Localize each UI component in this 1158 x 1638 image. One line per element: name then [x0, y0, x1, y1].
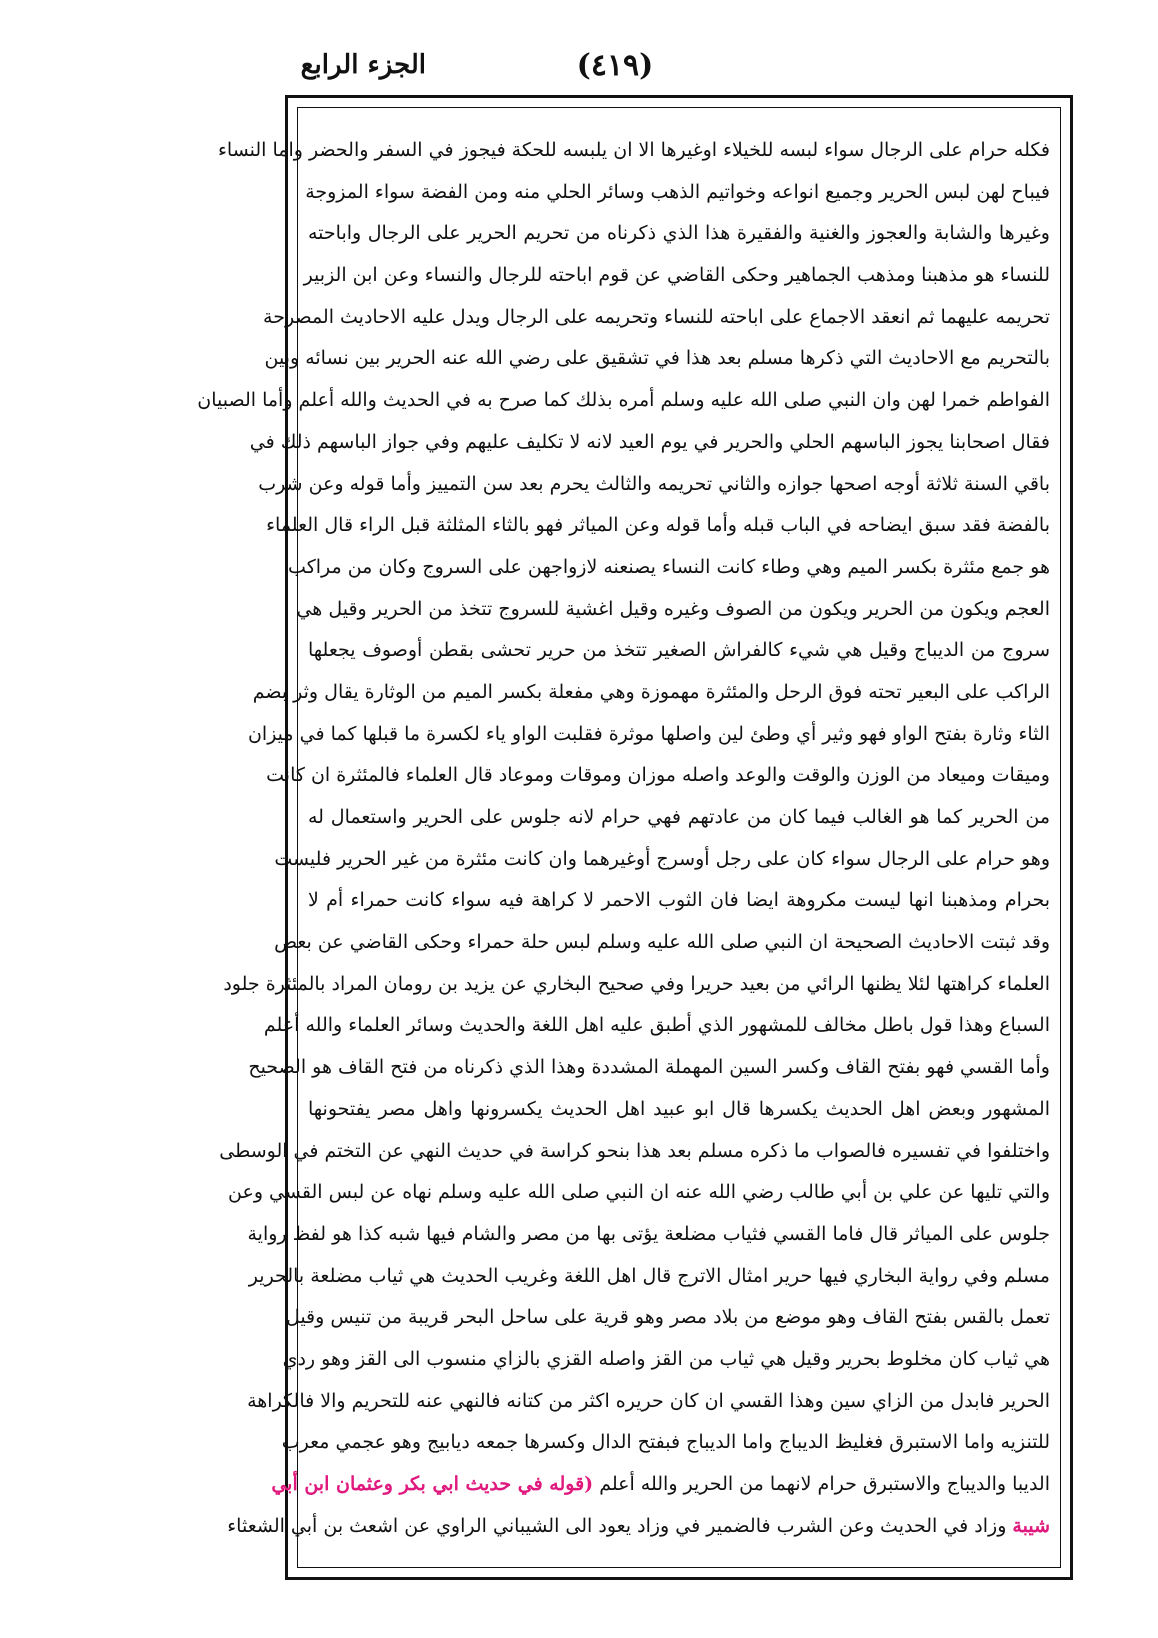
commentary-marker: (قوله في حديث ابي بكر وعثمان ابن أبي: [271, 1473, 594, 1495]
text-line: الثاء وثارة بفتح الواو فهو وثير أي وطئ لين واصلها موثرة فقلبت الواو ياء لكسرة ما قبلها كما في ميزان: [247, 722, 1050, 745]
text-line: المشهور وبعض اهل الحديث يكسرها قال ابو عبيد اهل الحديث يكسرونها واهل مصر يفتحونها: [308, 1097, 1050, 1120]
text-line: العلماء كراهتها لئلا يظنها الرائي من بعيد حريرا وفي صحيح البخاري عن يزيد بن رومان المراد بالمئثرة جلود: [223, 972, 1050, 995]
text-line: مسلم وفي رواية البخاري فيها حرير امثال الاترج قال اهل اللغة وغريب الحديث هي ثياب مضلعة بالحرير: [248, 1264, 1050, 1287]
text-line: هو جمع مئثرة بكسر الميم وهي وطاء كانت النساء يصنعنه لازواجهن على السروج وكان من مراكب: [288, 555, 1050, 578]
line-text: شيبة وزاد في الحديث وعن الشرب فالضمير في وزاد يعود الى الشيباني الراوي عن اشعث بن أبي الشعثاء: [227, 1514, 1050, 1537]
page-number: (٤١٩): [576, 48, 654, 83]
page-header: [0, 48, 1158, 98]
text-line: هي ثياب كان مخلوط بحرير وقيل هي ثياب من القز واصله القزي بالزاي منسوب الى القز وهو ردي: [282, 1347, 1050, 1370]
text-line: واختلفوا في تفسيره فالصواب ما ذكره مسلم بعد هذا بنحو كراسة في حديث النهي عن التختم في الوسطى: [219, 1139, 1050, 1162]
text-line: للتنزيه واما الاستبرق فغليظ الديباج واما الديباج فبفتح الدال وكسرها جمعه ديابيج وهو عجمي معرب: [281, 1431, 1050, 1454]
text-line: بالفضة فقد سبق ايضاحه في الباب قبله وأما قوله وعن المياثر فهو بالثاء المثلثة قبل الراء قال العلماء: [266, 514, 1050, 537]
text-line: العجم ويكون من الحرير ويكون من الصوف وغيره وقيل اغشية للسروج تتخذ من الحرير وقيل هي: [296, 597, 1050, 620]
text-line: باقي السنة ثلاثة أوجه اصحها جوازه والثاني تحريمه والثالث يحرم بعد سن التمييز وأما قوله وعن شرب: [258, 472, 1050, 495]
text-line-with-marker: [271, 1464, 1050, 1506]
text-line: فقال اصحابنا يجوز الباسهم الحلي والحرير في يوم العيد لانه لا تكليف عليهم وفي جواز الباسهم ذلك في: [249, 430, 1050, 453]
highlighted-word: شيبة: [1012, 1514, 1050, 1537]
text-line: جلوس على المياثر قال فاما القسي فثياب مضلعة يؤتى بها من مصر والشام فيها شبه كذا هو لفظ رواية: [247, 1222, 1050, 1245]
text-line: للنساء هو مذهبنا ومذهب الجماهير وحكى القاضي عن قوم اباحته للرجال والنساء وعن ابن الزبير: [303, 264, 1050, 287]
text-line: الحرير فابدل من الزاي سين وهذا القسي ان كان حريره اكثر من كتانه فالنهي عنه للتحريم والا فالكراهة: [247, 1389, 1050, 1412]
text-line: وأما القسي فهو بفتح القاف وكسر السين المهملة المشددة وهذا الذي ذكرناه من فتح القاف هو الصحيح: [248, 1056, 1050, 1079]
text-line: الراكب على البعير تحته فوق الرحل والمئثرة مهموزة وهي مفعلة بكسر الميم من الوثارة يقال وثر بضم: [252, 680, 1050, 703]
commentary-text: [197, 130, 1050, 1547]
text-line: فكله حرام على الرجال سواء لبسه للخيلاء اوغيرها الا ان يلبسه للحكة فيجوز في السفر والحضر واما النساء: [217, 139, 1050, 161]
text-line: وميقات وميعاد من الوزن والوقت والوعد واصله موزان وموقات وموعاد قال العلماء فالمئثرة ان كانت: [266, 764, 1050, 787]
text-line: تحريمه عليهما ثم انعقد الاجماع على اباحته للنساء وتحريمه على الرجال ويدل عليه الاحاديث المصرحة: [263, 305, 1050, 328]
text-line: الفواطم خمرا لهن وان النبي صلى الله عليه وسلم أمره بذلك كما صرح به في الحديث والله أعلم وأما الصبيان: [197, 389, 1050, 412]
text-line: والتي تليها عن علي بن أبي طالب رضي الله عنه ان النبي صلى الله عليه وسلم نهاه عن لبس القسي وعن: [228, 1181, 1050, 1204]
text-line: من الحرير كما هو الغالب فيما كان من عادتهم فهي حرام لانه جلوس على الحرير واستعمال له: [308, 806, 1050, 828]
part-title: الجزء الرابع: [300, 50, 426, 80]
text-line-last: [227, 1506, 1050, 1548]
text-line: بالتحريم مع الاحاديث التي ذكرها مسلم بعد هذا في تشقيق على رضي الله عنه الحرير بين نسائه وبين: [264, 347, 1050, 370]
text-line: وقد ثبتت الاحاديث الصحيحة ان النبي صلى الله عليه وسلم لبس حلة حمراء وحكى القاضي عن بعض: [274, 931, 1050, 954]
text-line: بحرام ومذهبنا انها ليست مكروهة ايضا فان الثوب الاحمر لا كراهة فيه سواء كانت حمراء أم لا: [308, 889, 1050, 912]
text-line: سروج من الديباج وقيل هي شيء كالفراش الصغير تتخذ من حرير تحشى بقطن أوصوف يجعلها: [308, 639, 1050, 662]
text-line: السباع وهذا قول باطل مخالف للمشهور الذي أطبق عليه اهل اللغة والحديث وسائر العلماء والله أعلم: [263, 1014, 1050, 1037]
text-line: وغيرها والشابة والعجوز والغنية والفقيرة هذا الذي ذكرناه من تحريم الحرير على الرجال واباحته: [308, 222, 1050, 245]
text-line: تعمل بالقس بفتح القاف وهو موضع من بلاد مصر وهو قرية على ساحل البحر قريبة من تنيس وقيل: [285, 1306, 1050, 1329]
text-line: فيباح لهن لبس الحرير وجميع انواعه وخواتيم الذهب وسائر الحلي منه ومن الفضة سواء المزوجة: [305, 180, 1050, 203]
text-line: وهو حرام على الرجال سواء كان على رجل أوسرج أوغيرهما وان كانت مئثرة من غير الحرير فليست: [274, 847, 1050, 870]
line-text: الديبا والديباج والاستبرق حرام لانهما من الحرير والله أعلم: [599, 1473, 1050, 1495]
